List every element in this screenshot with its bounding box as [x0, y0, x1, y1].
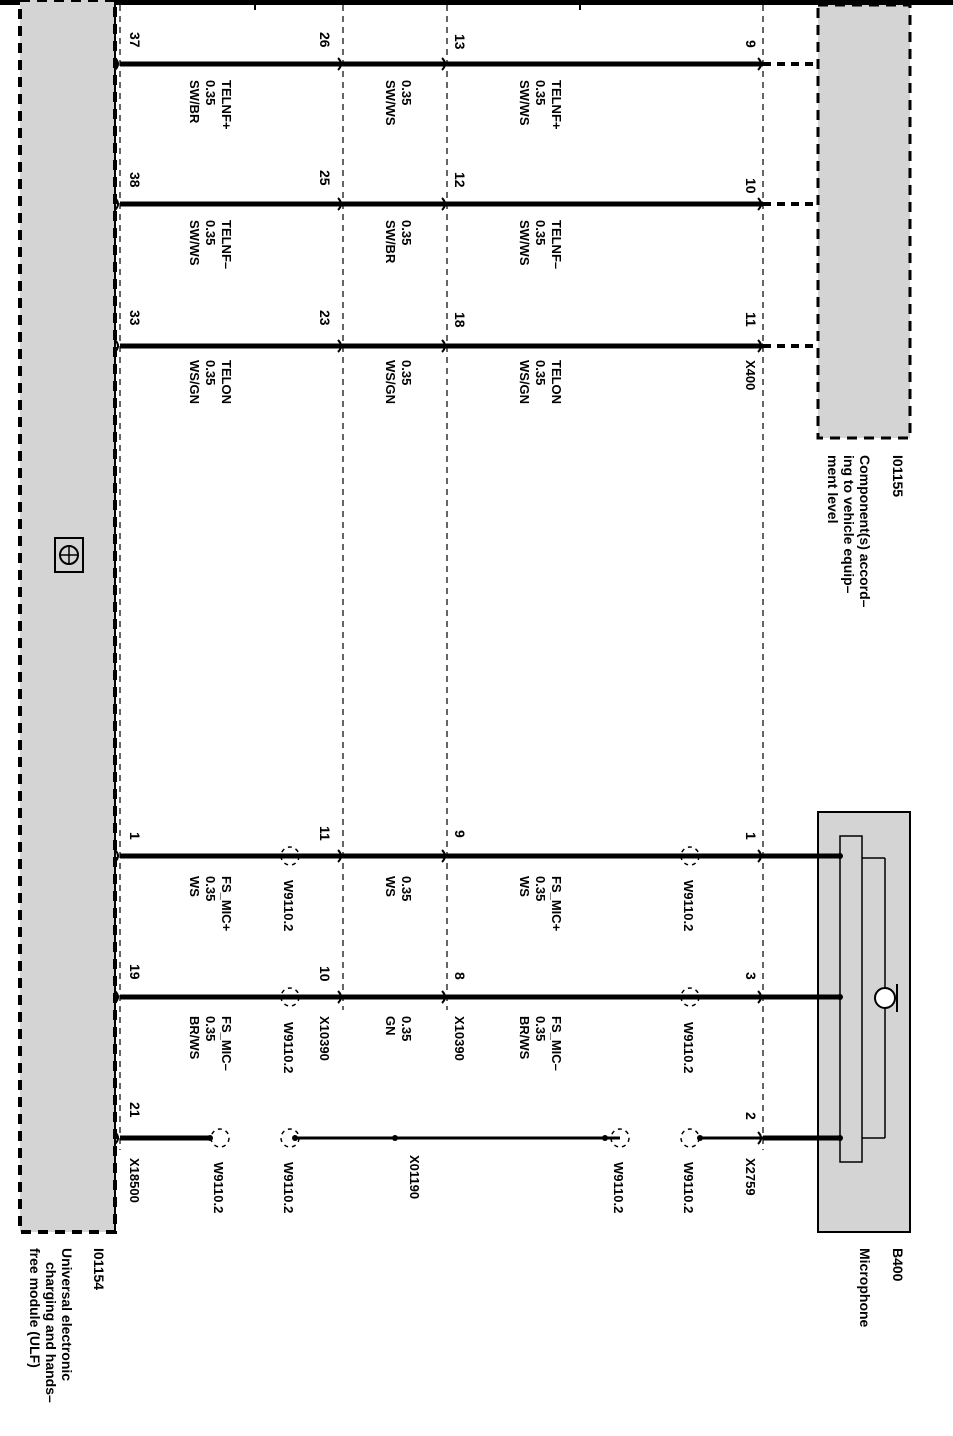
wire-label: WS/GN: [517, 360, 532, 405]
wire-label: SW/BR: [383, 220, 398, 264]
pin-x10390-b-1: 11: [317, 826, 333, 841]
wire-label: TELON: [549, 360, 564, 405]
wire-labels-lower-left: [187, 80, 234, 404]
ulf-module-label: [27, 1248, 107, 1403]
wire-labels-middle-left: [383, 80, 414, 404]
vehicle-component-label: [825, 455, 906, 608]
wire-label: GN: [383, 1016, 398, 1036]
pin-x10390-a-1: 9: [452, 830, 468, 838]
vehicle-component-desc-1: Component(s) accord–: [857, 455, 873, 608]
wire-label: 0.35: [399, 220, 414, 246]
wire-label: 0.35: [399, 1016, 414, 1042]
connector-x10390-a: X10390: [452, 1016, 467, 1061]
pin-ulf-left-3: 33: [127, 310, 143, 326]
wire-label: 0.35: [203, 220, 218, 246]
shield-label: W9110.2: [681, 1162, 696, 1214]
vehicle-component-desc-3: ment level: [825, 455, 841, 524]
wire-label: 0.35: [203, 360, 218, 386]
connector-x10390-b: X10390: [317, 1016, 332, 1061]
shield-label: W9110.2: [681, 880, 696, 932]
wire-label: FS_MIC+: [219, 876, 234, 932]
ulf-module-desc-2: charging and hands–: [43, 1262, 59, 1403]
pin-mid-a-2: 12: [452, 172, 468, 188]
pin-x2759-2: 3: [743, 972, 759, 980]
wire-label: 0.35: [533, 80, 548, 106]
wire-label: SW/WS: [187, 220, 202, 266]
microphone-name: Microphone: [857, 1248, 873, 1328]
wire-label: WS: [517, 876, 532, 897]
ulf-module-id: I01154: [91, 1248, 107, 1291]
wire-label: 0.35: [533, 876, 548, 902]
pin-mid-b-1: 26: [317, 32, 333, 48]
wire-label: BR/WS: [517, 1016, 532, 1060]
connector-labels: [127, 360, 758, 1203]
wire-label: FS_MIC–: [219, 1016, 234, 1071]
shield-label: W9110.2: [211, 1162, 226, 1214]
wire-label: 0.35: [399, 80, 414, 106]
pin-x10390-a-2: 8: [452, 972, 468, 980]
wire-label: SW/WS: [383, 80, 398, 126]
shield-label: W9110.2: [611, 1162, 626, 1214]
pin-labels: [127, 32, 759, 1120]
microphone-id: B400: [890, 1248, 906, 1282]
shield-label: W9110.2: [281, 880, 296, 932]
shield-label: W9110.2: [681, 1022, 696, 1074]
pin-x400-3: 11: [743, 312, 759, 327]
wire-label: 0.35: [533, 1016, 548, 1042]
pin-x400-1: 9: [743, 40, 759, 48]
wire-label: SW/WS: [517, 220, 532, 266]
wires-left-dashed: [763, 64, 818, 346]
connector-x400: X400: [743, 360, 758, 391]
pin-ulf-right-3: 21: [127, 1102, 143, 1118]
ulf-module-desc-1: Universal electronic: [59, 1248, 75, 1382]
wire-labels-middle-right: [383, 876, 414, 1041]
wire-label: 0.35: [203, 876, 218, 902]
wire-label: WS/GN: [187, 360, 202, 405]
ulf-module-housing: [20, 0, 115, 1232]
pin-x400-2: 10: [743, 178, 759, 194]
pin-ulf-right-1: 1: [127, 832, 143, 840]
wire-label: BR/WS: [187, 1016, 202, 1060]
wire-label: SW/BR: [187, 80, 202, 124]
wire-labels-lower-right: [187, 876, 234, 1071]
wire-label: 0.35: [399, 360, 414, 386]
microphone-label: [857, 1248, 906, 1328]
wire-label: TELNF–: [219, 220, 234, 270]
vehicle-component-desc-2: ing to vehicle equip–: [841, 455, 857, 594]
shield-label: W9110.2: [281, 1022, 296, 1074]
vehicle-component-id: I01155: [890, 455, 906, 498]
wire-label: SW/WS: [517, 80, 532, 126]
harness-separators: [120, 5, 763, 1150]
pin-x10390-b-2: 10: [317, 966, 333, 982]
wire-label: 0.35: [399, 876, 414, 902]
shield-label: W9110.2: [281, 1162, 296, 1214]
wire-label: TELON: [219, 360, 234, 405]
connector-x2759: X2759: [743, 1158, 758, 1196]
wire-label: WS/GN: [383, 360, 398, 405]
pin-mid-b-2: 25: [317, 170, 333, 186]
wire-label: 0.35: [203, 1016, 218, 1042]
pin-x2759-1: 1: [743, 832, 759, 840]
pin-x2759-3: 2: [743, 1112, 759, 1120]
microphone-box: [818, 812, 910, 1232]
pin-mid-a-3: 18: [452, 312, 468, 328]
wire-label: WS: [187, 876, 202, 897]
wire-label: TELNF+: [549, 80, 564, 130]
wires-left: [120, 64, 763, 346]
wire-label: TELNF+: [219, 80, 234, 130]
wire-label: 0.35: [203, 80, 218, 106]
ulf-module-desc-3: free module (ULF): [27, 1248, 43, 1368]
pin-ulf-right-2: 19: [127, 964, 143, 980]
wire-label: 0.35: [533, 360, 548, 386]
wire-label: FS_MIC–: [549, 1016, 564, 1071]
wire-labels-upper-left: [517, 80, 564, 404]
pin-mid-a-1: 13: [452, 34, 468, 50]
pin-ulf-left-2: 38: [127, 172, 143, 188]
wire-label: FS_MIC+: [549, 876, 564, 932]
pin-mid-b-3: 23: [317, 310, 333, 326]
connector-x18500: X18500: [127, 1158, 142, 1203]
wire-labels-upper-right: [517, 876, 564, 1071]
wire-label: TELNF–: [549, 220, 564, 270]
wire-label: WS: [383, 876, 398, 897]
connector-x01190: X01190: [407, 1155, 422, 1200]
pin-ulf-left-1: 37: [127, 32, 143, 48]
vehicle-component-box: [818, 5, 910, 438]
wire-label: 0.35: [533, 220, 548, 246]
